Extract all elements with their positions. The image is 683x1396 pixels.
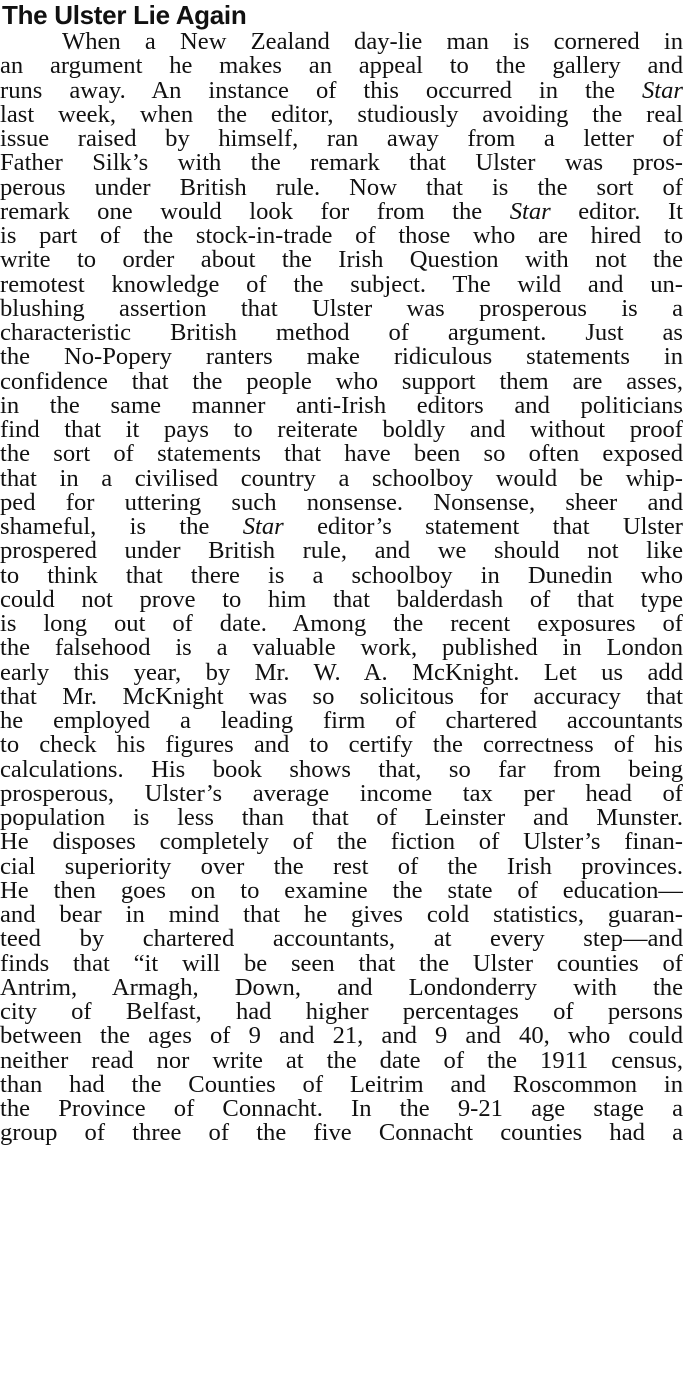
article-line: that in a civilised country a schoolboy would be whip- xyxy=(0,466,683,491)
article-line: ped for uttering such nonsense. Nonsense, sheer and xyxy=(0,490,683,515)
article-line: write to order about the Irish Question with not the xyxy=(0,248,683,273)
article-line: the Province of Connacht. In the 9-21 age stage a xyxy=(0,1097,683,1122)
article-line: confidence that the people who support them are asses, xyxy=(0,369,683,394)
article-line: prosperous, Ulster’s average income tax per head of xyxy=(0,781,683,806)
article-line: group of three of the five Connacht counties had a xyxy=(0,1121,683,1146)
article-line: and bear in mind that he gives cold statistics, guaran- xyxy=(0,903,683,928)
article-line: find that it pays to reiterate boldly and without proof xyxy=(0,418,683,443)
article-line: an argument he makes an appeal to the gallery and xyxy=(0,54,683,79)
article-line: prospered under British rule, and we should not like xyxy=(0,539,683,564)
article-line: is part of the stock-in-trade of those who are hired to xyxy=(0,224,683,249)
article-line: Antrim, Armagh, Down, and Londonderry with the xyxy=(0,975,683,1000)
article-line: the sort of statements that have been so often exposed xyxy=(0,442,683,467)
article-line: population is less than that of Leinster and Munster. xyxy=(0,806,683,831)
article-line: teed by chartered accountants, at every step—and xyxy=(0,927,683,952)
newspaper-name: Star xyxy=(509,199,551,224)
article-line: is long out of date. Among the recent exposures of xyxy=(0,612,683,637)
article-line: to check his figures and to certify the correctness of his xyxy=(0,733,683,758)
article-line: to think that there is a schoolboy in Dunedin who xyxy=(0,563,683,588)
article-line: He then goes on to examine the state of education— xyxy=(0,878,683,903)
article-line: cial superiority over the rest of the Irish provinces. xyxy=(0,854,683,879)
article-line: blushing assertion that Ulster was prosperous is a xyxy=(0,296,683,321)
article-title: The Ulster Lie Again xyxy=(2,0,247,30)
article-line: remotest knowledge of the subject. The wild and un- xyxy=(0,272,683,297)
article-line: he employed a leading firm of chartered accountants xyxy=(0,709,683,734)
article-line: He disposes completely of the fiction of Ulster’s finan- xyxy=(0,830,683,855)
newspaper-name: Star xyxy=(242,515,284,540)
article-line: city of Belfast, had higher percentages of persons xyxy=(0,1000,683,1025)
article-body xyxy=(0,30,683,1146)
article-line: characteristic British method of argument. Just as xyxy=(0,321,683,346)
article-line: calculations. His book shows that, so far from being xyxy=(0,757,683,782)
article-line: perous under British rule. Now that is the sort of xyxy=(0,175,683,200)
article-line: runs away. An instance of this occurred in the Star xyxy=(0,78,683,103)
article-line: When a New Zealand day-lie man is cornered in xyxy=(62,30,683,55)
article-line: issue raised by himself, ran away from a letter of xyxy=(0,127,683,152)
article-line: in the same manner anti-Irish editors and politicians xyxy=(0,393,683,418)
article-line: finds that “it will be seen that the Ulster counties of xyxy=(0,951,683,976)
newspaper-name: Star xyxy=(642,78,683,103)
article-line: Father Silk’s with the remark that Ulster was pros- xyxy=(0,151,683,176)
article-line: last week, when the editor, studiously avoiding the real xyxy=(0,102,683,127)
article-line: than had the Counties of Leitrim and Roscommon in xyxy=(0,1072,683,1097)
article-line: could not prove to him that balderdash of that type xyxy=(0,587,683,612)
article-line: that Mr. McKnight was so solicitous for accuracy that xyxy=(0,684,683,709)
article-line: remark one would look for from the Star editor. It xyxy=(0,199,683,224)
article-line: shameful, is the Star editor’s statement that Ulster xyxy=(0,515,683,540)
article-line: early this year, by Mr. W. A. McKnight. Let us add xyxy=(0,660,683,685)
article-line: between the ages of 9 and 21, and 9 and 40, who could xyxy=(0,1024,683,1049)
article-line: the No-Popery ranters make ridiculous statements in xyxy=(0,345,683,370)
article-line: neither read nor write at the date of the 1911 census, xyxy=(0,1048,683,1073)
article-line: the falsehood is a valuable work, published in London xyxy=(0,636,683,661)
